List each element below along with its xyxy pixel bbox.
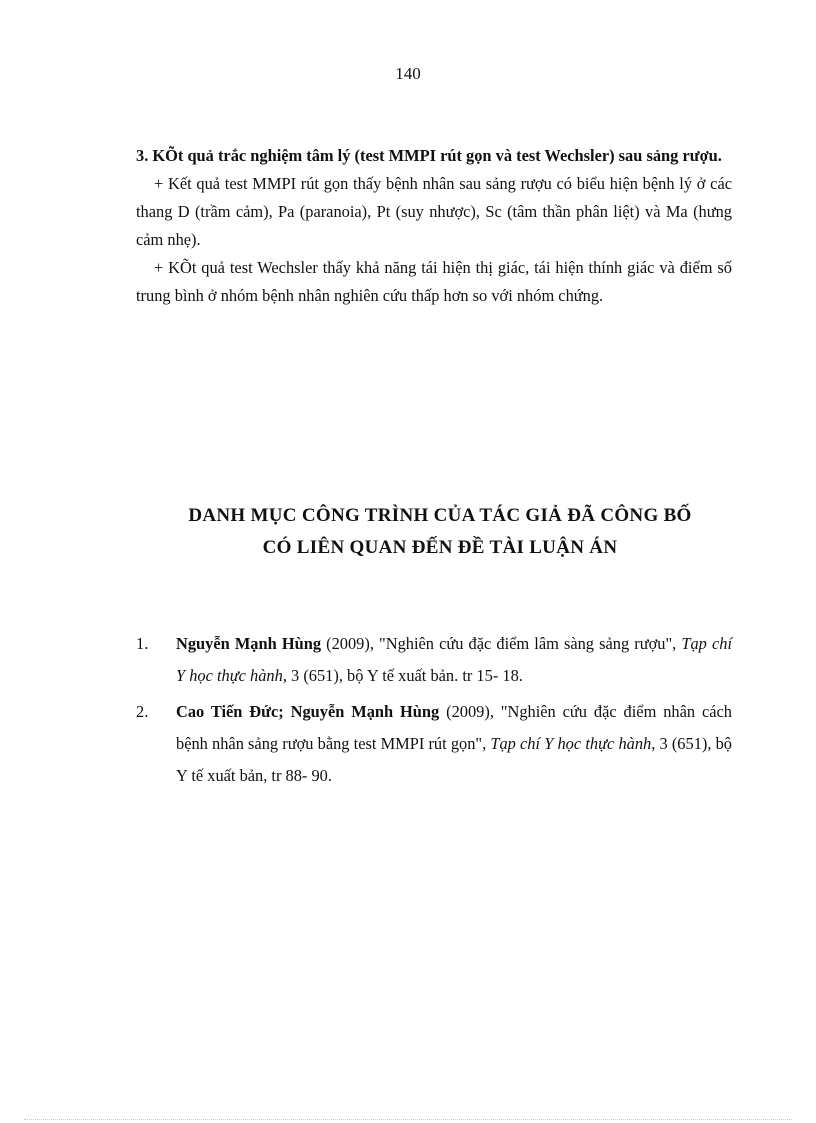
page-bottom-rule [24,1119,792,1120]
publication-authors: Nguyễn Mạnh Hùng [176,634,322,653]
results-section [136,142,732,310]
publication-journal: Tạp chí Y học thực hành [490,734,652,753]
publication-authors: Cao Tiến Đức; Nguyễn Mạnh Hùng [176,702,440,721]
publications-title [120,500,760,564]
publication-details: , 3 (651), bộ Y tế xuất bản. tr 15- 18. [282,666,523,685]
publication-number: 1. [136,634,149,653]
paragraph-mmpi: + Kết quả test MMPI rút gọn thấy bệnh nhân sau sảng rượu có biểu hiện bệnh lý ở các thang D (trầm cảm), Pa (paranoia), Pt (suy nhược), Sc (tâm thần phân liệt) và Ma (hưng cảm nhẹ). [136,174,732,249]
publication-number: 2. [136,702,149,721]
publications-title-line-2: CÓ LIÊN QUAN ĐẾN ĐỀ TÀI LUẬN ÁN [262,537,618,558]
publication-item [136,628,732,692]
publication-journal: Tạp chí Y học thực hành [176,634,732,685]
publication-citation [176,628,732,692]
publication-details: , 3 (651), bộ Y tế xuất bản, tr 88- 90. [176,734,733,785]
section-heading: 3. KÕt quả trắc nghiệm tâm lý (test MMPI rút gọn và test Wechsler) sau sảng rượu. [136,146,722,165]
publication-citation [176,696,732,792]
page-number: 140 [395,64,421,83]
publications-title-line-1: DANH MỤC CÔNG TRÌNH CỦA TÁC GIẢ ĐÃ CÔNG BỐ [188,505,692,526]
publication-text: (2009), "Nghiên cứu đặc điểm nhân cách bệnh nhân sảng rượu bằng test MMPI rút gọn", [176,702,732,753]
publication-text: (2009), "Nghiên cứu đặc điểm lâm sàng sảng rượu", [321,634,682,653]
paragraph-wechsler: + KÕt quả test Wechsler thấy khả năng tái hiện thị giác, tái hiện thính giác và điểm số trung bình ở nhóm bệnh nhân nghiên cứu thấp hơn so với nhóm chứng. [136,258,732,305]
publication-item [136,696,732,792]
publication-list [136,628,732,796]
